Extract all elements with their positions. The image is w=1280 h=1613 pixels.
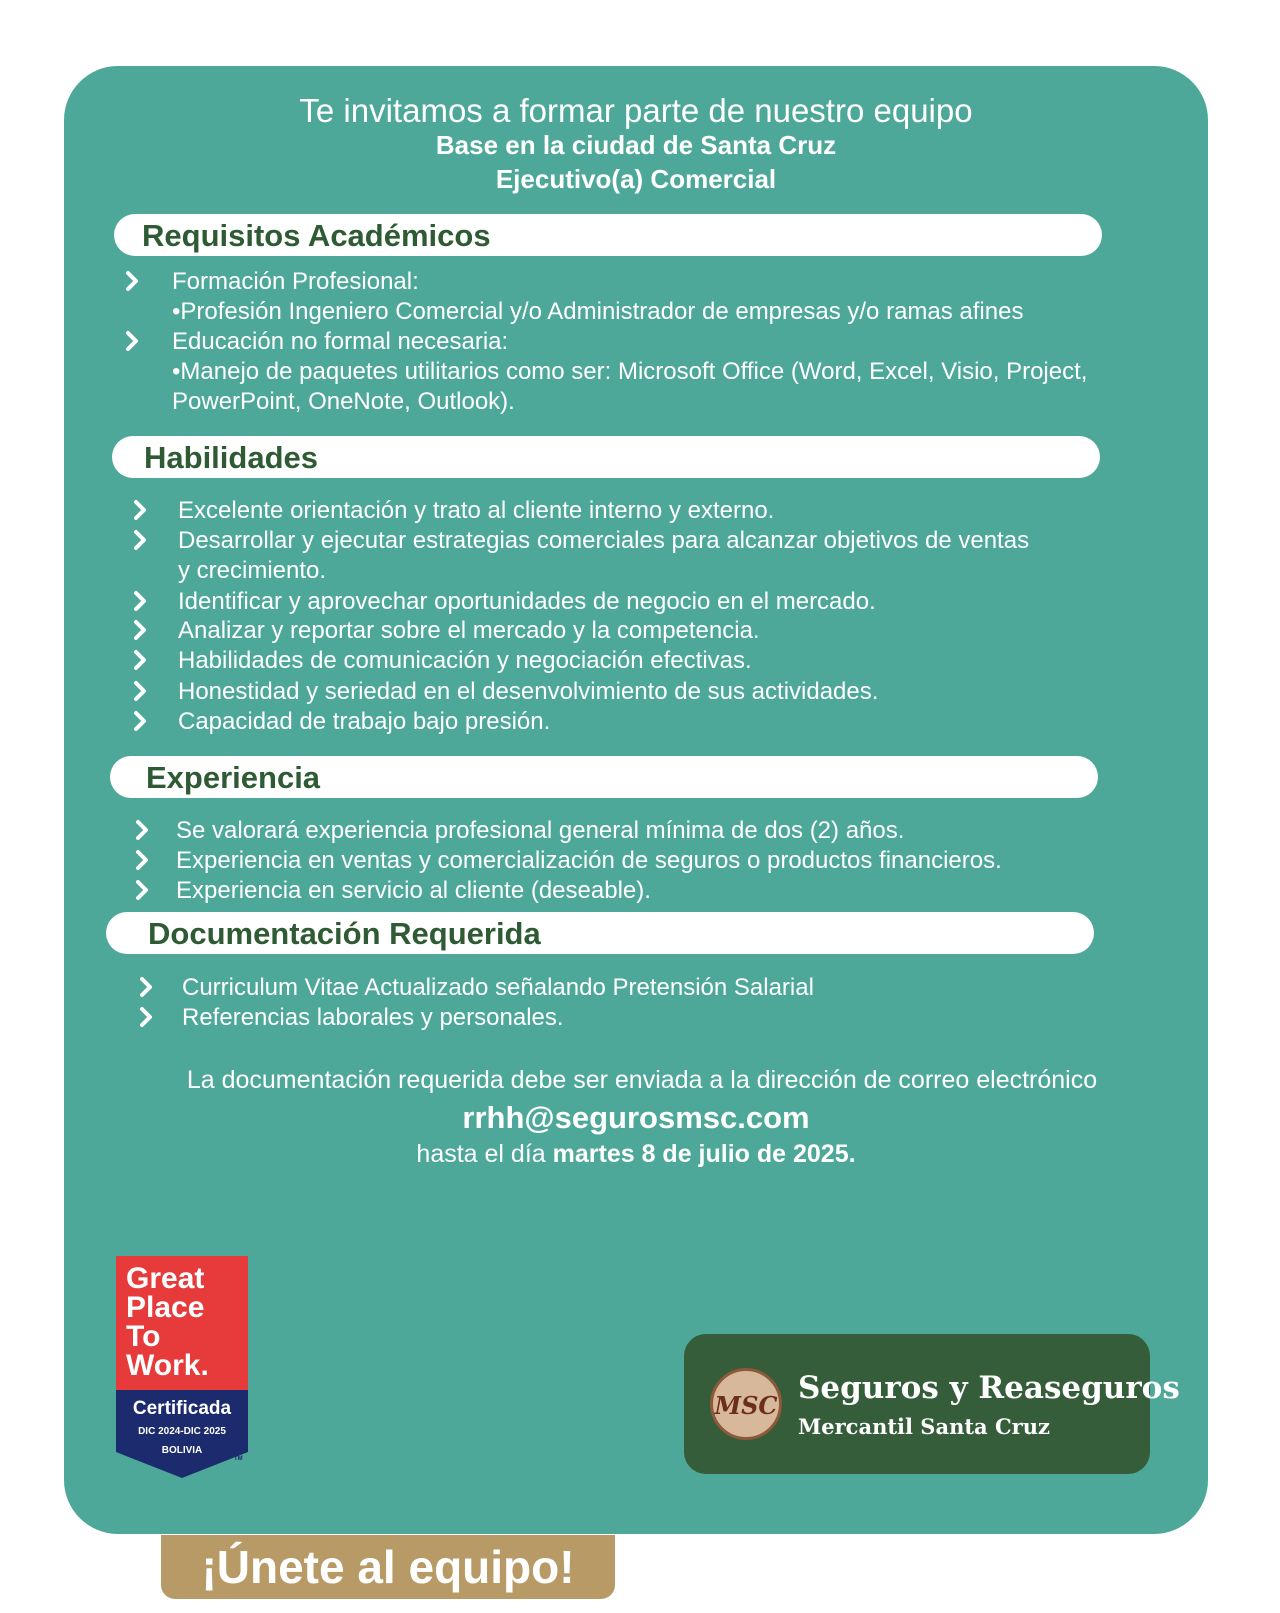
- chevron-right-icon: [130, 678, 152, 704]
- badge-shield: [116, 1390, 248, 1478]
- badge-word: Work.: [126, 1349, 209, 1382]
- badge-country: BOLIVIA: [161, 1445, 203, 1456]
- list-item-text: Experiencia en servicio al cliente (deseable).: [176, 877, 651, 904]
- badge-red-panel: [116, 1256, 248, 1390]
- list-item-text: •Manejo de paquetes utilitarios como ser: Microsoft Office (Word, Excel, Visio, Project,: [172, 358, 1088, 385]
- chevron-right-icon: [132, 817, 154, 843]
- great-place-to-work-badge: [116, 1256, 248, 1478]
- position-title: Ejecutivo(a) Comercial: [495, 164, 777, 194]
- list-item-text: y crecimiento.: [178, 557, 327, 584]
- invitation-title: Te invitamos a formar parte de nuestro equipo: [299, 92, 973, 129]
- list-item-text: Referencias laborales y personales.: [182, 1004, 564, 1031]
- badge-word: Place: [126, 1291, 205, 1324]
- chevron-right-icon: [136, 1004, 158, 1030]
- chevron-right-icon: [130, 497, 152, 523]
- list-item-text: Se valorará experiencia profesional general mínima de dos (2) años.: [176, 817, 905, 844]
- list-item-text: Desarrollar y ejecutar estrategias comerciales para alcanzar objetivos de ventas: [178, 527, 1030, 554]
- list-item-text: Experiencia en ventas y comercialización de seguros o productos financieros.: [176, 847, 1002, 874]
- badge-trademark: TM: [234, 1456, 243, 1462]
- chevron-right-icon: [130, 588, 152, 614]
- chevron-right-icon: [130, 527, 152, 553]
- badge-certified: Certificada: [132, 1398, 232, 1419]
- deadline-date: martes 8 de julio de 2025.: [552, 1140, 856, 1168]
- contact-email[interactable]: rrhh@segurosmsc.com: [462, 1100, 810, 1135]
- company-name-line1: Seguros y Reaseguros: [798, 1370, 1180, 1406]
- badge-period: DIC 2024-DIC 2025: [138, 1426, 226, 1437]
- contact-intro: La documentación requerida debe ser enviada a la dirección de correo electrónico: [186, 1066, 1098, 1094]
- chevron-right-icon: [122, 268, 144, 294]
- chevron-right-icon: [130, 708, 152, 734]
- section-header-documents: Documentación Requerida: [106, 912, 1094, 954]
- list-item-text: Educación no formal necesaria:: [172, 328, 509, 355]
- deadline-prefix: hasta el día: [416, 1140, 553, 1168]
- chevron-right-icon: [130, 617, 152, 643]
- chevron-right-icon: [132, 847, 154, 873]
- chevron-right-icon: [130, 647, 152, 673]
- deadline-line: [64, 1140, 1208, 1169]
- list-item-text: Capacidad de trabajo bajo presión.: [178, 708, 551, 735]
- chevron-right-icon: [122, 328, 144, 354]
- list-item-text: Honestidad y seriedad en el desenvolvimiento de sus actividades.: [178, 678, 879, 705]
- company-name-line2: Mercantil Santa Cruz: [798, 1414, 1050, 1439]
- list-item-text: Formación Profesional:: [172, 268, 419, 295]
- job-posting-card: [64, 66, 1208, 1534]
- location-line: Base en la ciudad de Santa Cruz: [435, 130, 837, 160]
- list-item-text: Analizar y reportar sobre el mercado y la competencia.: [178, 617, 760, 644]
- company-logo-box: [684, 1334, 1180, 1474]
- chevron-right-icon: [132, 877, 154, 903]
- section-header-skills: Habilidades: [112, 436, 1100, 478]
- badge-word: To: [126, 1320, 161, 1353]
- list-item-text: Identificar y aprovechar oportunidades de negocio en el mercado.: [178, 588, 876, 615]
- join-team-banner: ¡Únete al equipo!: [161, 1535, 615, 1599]
- seal-monogram: MSC: [714, 1391, 778, 1420]
- company-seal-icon: [710, 1368, 782, 1440]
- list-item-text: •Profesión Ingeniero Comercial y/o Administrador de empresas y/o ramas afines: [172, 298, 1024, 325]
- section-header-experience: Experiencia: [110, 756, 1098, 798]
- list-item-text: PowerPoint, OneNote, Outlook).: [172, 388, 515, 415]
- list-item-text: Habilidades de comunicación y negociación efectivas.: [178, 647, 752, 674]
- section-header-academic: Requisitos Académicos: [114, 214, 1102, 256]
- chevron-right-icon: [136, 974, 158, 1000]
- list-item-text: Excelente orientación y trato al cliente interno y externo.: [178, 497, 775, 524]
- badge-word: Great: [126, 1262, 205, 1295]
- list-item-text: Curriculum Vitae Actualizado señalando Pretensión Salarial: [182, 974, 814, 1001]
